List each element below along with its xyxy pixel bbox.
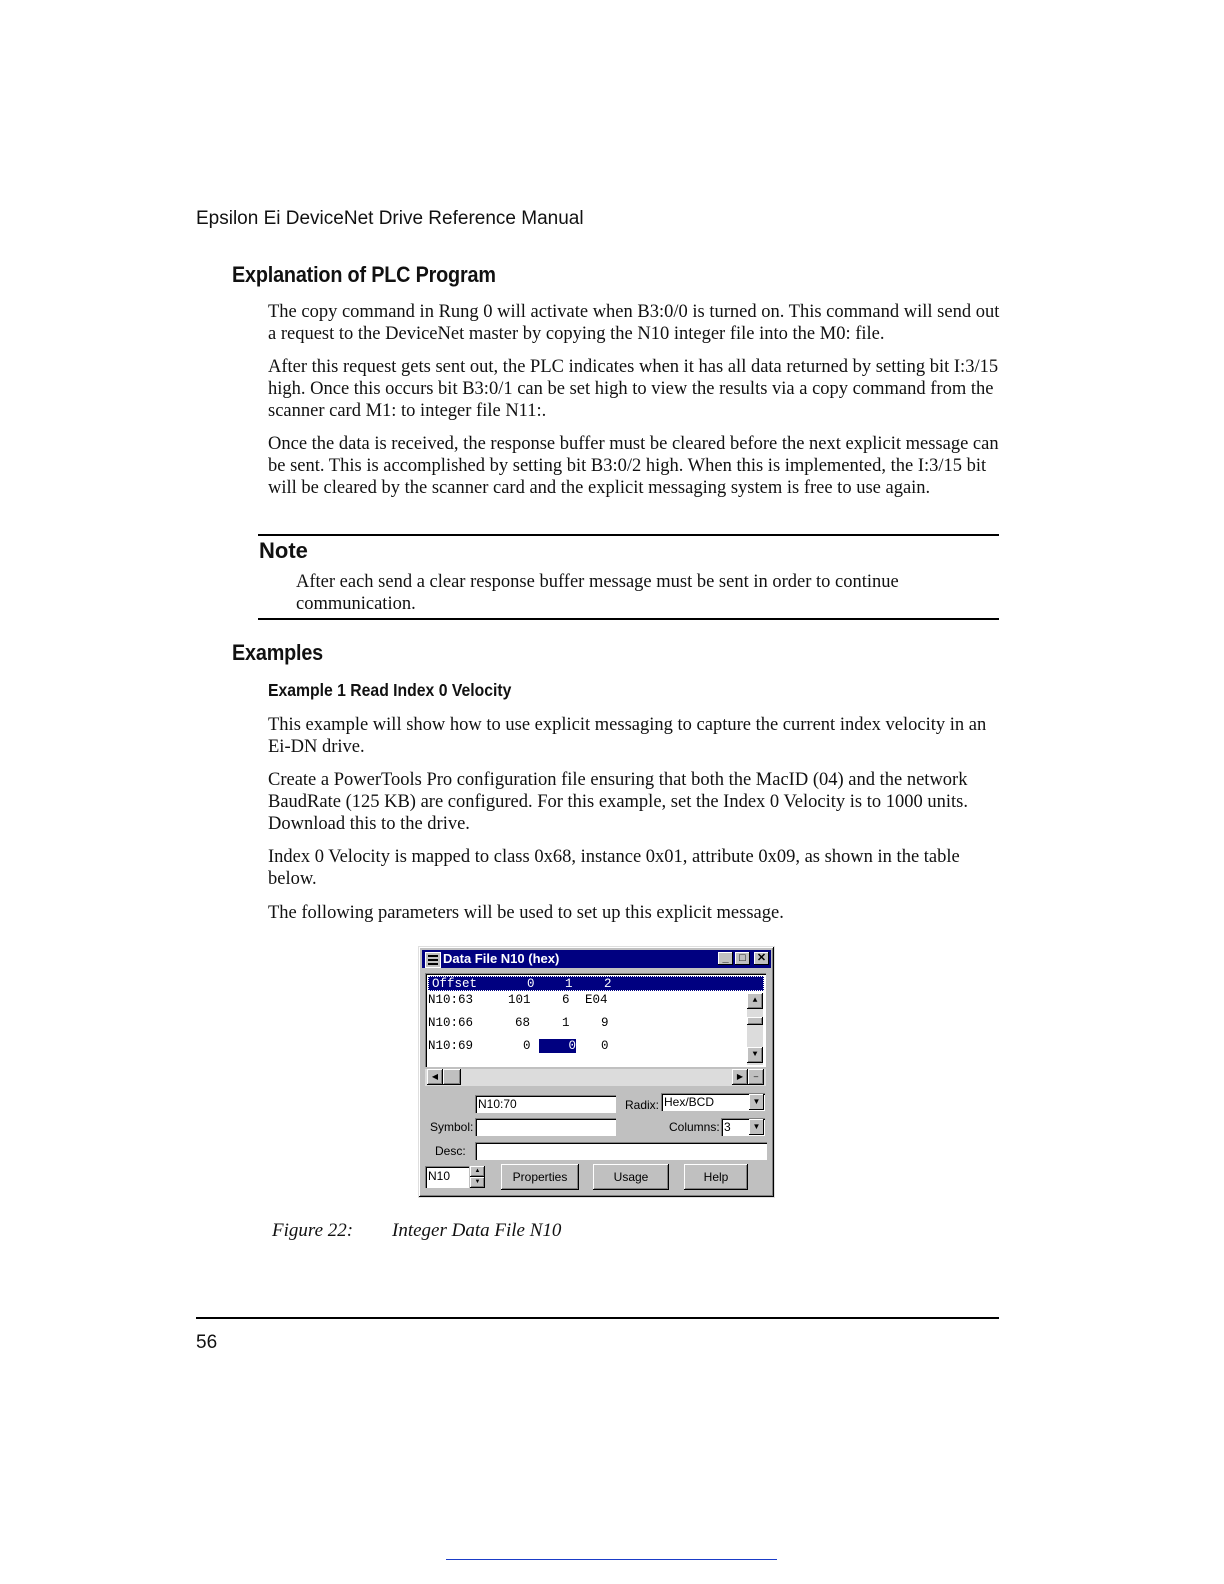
- row-offset: N10:63: [428, 993, 474, 1007]
- note-title: Note: [259, 538, 308, 563]
- usage-button[interactable]: Usage: [593, 1164, 669, 1190]
- section-heading-examples: Examples: [232, 640, 324, 665]
- desc-label: Desc:: [435, 1144, 466, 1158]
- column-header-offset: Offset: [432, 977, 478, 991]
- grid-cell[interactable]: 0: [601, 1039, 609, 1053]
- figure-caption: [272, 1220, 561, 1242]
- table-row: [428, 1016, 744, 1032]
- grid-cell[interactable]: 0: [523, 1039, 531, 1053]
- note-bottom-rule: [258, 618, 999, 620]
- spin-down-icon[interactable]: ▼: [470, 1177, 485, 1188]
- scroll-right-icon[interactable]: ▶: [732, 1069, 748, 1085]
- columns-label: Columns:: [669, 1120, 720, 1134]
- horizontal-scroll-thumb[interactable]: [443, 1069, 461, 1085]
- figure-title: Integer Data File N10: [392, 1220, 562, 1241]
- grid-cell[interactable]: 1: [562, 1016, 570, 1030]
- grid-cell[interactable]: 6: [562, 993, 570, 1007]
- paragraph: This example will show how to use explicit messaging to capture the current index velocity in an Ei-DN drive.: [268, 715, 987, 757]
- selected-grid-cell[interactable]: 0: [539, 1039, 576, 1053]
- note-top-rule: [258, 534, 999, 536]
- desc-input[interactable]: [475, 1142, 767, 1160]
- grid-header-row: [428, 976, 764, 991]
- radix-label: Radix:: [625, 1098, 660, 1112]
- column-header-2: 2: [604, 977, 612, 991]
- footer-link-underline: [446, 1559, 777, 1560]
- paragraph: The following parameters will be used to set up this explicit message.: [268, 903, 784, 923]
- window-title: Data File N10 (hex): [443, 951, 560, 966]
- table-row: [428, 993, 744, 1009]
- maximize-button[interactable]: □: [735, 952, 750, 965]
- horizontal-scrollbar[interactable]: [425, 1069, 766, 1086]
- grid-cell[interactable]: E04: [585, 993, 608, 1007]
- grid-cell[interactable]: 9: [601, 1016, 609, 1030]
- column-header-1: 1: [565, 977, 573, 991]
- symbol-label: Symbol:: [430, 1120, 474, 1134]
- row-offset: N10:66: [428, 1016, 474, 1030]
- grid-cell[interactable]: 68: [515, 1016, 531, 1030]
- scroll-down-icon[interactable]: ▼: [747, 1047, 763, 1063]
- window-titlebar[interactable]: [422, 950, 771, 968]
- chevron-down-icon[interactable]: ▼: [749, 1094, 764, 1110]
- page-number: 56: [196, 1332, 218, 1353]
- close-button[interactable]: ✕: [754, 952, 769, 965]
- minimize-button[interactable]: _: [718, 952, 733, 965]
- figure-number: Figure 22:: [272, 1220, 354, 1241]
- paragraph: Once the data is received, the response buffer must be cleared before the next explicit message can be sent. This is accomplished by setting bit B3:0/2 high. When this is implemented, the I:3/15 bit will be cleared by the scanner card and the explicit messaging system is free to use again.: [268, 434, 999, 498]
- paragraph: The copy command in Rung 0 will activate when B3:0/0 is turned on. This command will send out a request to the DeviceNet master by copying the N10 integer file into the M0: file.: [268, 302, 1000, 344]
- symbol-input[interactable]: [475, 1118, 616, 1136]
- running-header: Epsilon Ei DeviceNet Drive Reference Manual: [196, 208, 584, 229]
- scroll-left-icon[interactable]: ◀: [427, 1069, 443, 1085]
- scroll-up-icon[interactable]: ▲: [747, 993, 763, 1009]
- columns-value: 3: [724, 1120, 731, 1134]
- columns-select[interactable]: [721, 1118, 765, 1136]
- example-subheading: Example 1 Read Index 0 Velocity: [268, 680, 512, 700]
- paragraph: Create a PowerTools Pro configuration file ensuring that both the MacID (04) and the network BaudRate (125 KB) are configured. For this example, set the Index 0 Velocity is to 1000 units. Download this to the drive.: [268, 770, 968, 834]
- chevron-down-icon[interactable]: ▼: [749, 1119, 764, 1135]
- help-button[interactable]: Help: [684, 1164, 748, 1190]
- scroll-thumb[interactable]: [747, 1017, 763, 1025]
- address-input[interactable]: N10:70: [475, 1095, 616, 1113]
- spin-up-icon[interactable]: ▲: [470, 1166, 485, 1177]
- footer-rule: [196, 1317, 999, 1319]
- column-header-0: 0: [527, 977, 535, 991]
- note-text: After each send a clear response buffer message must be sent in order to continue communication.: [296, 572, 899, 614]
- file-input[interactable]: N10: [425, 1166, 469, 1188]
- grid-cell[interactable]: 101: [508, 993, 531, 1007]
- radix-value: Hex/BCD: [664, 1095, 715, 1109]
- paragraph: Index 0 Velocity is mapped to class 0x68, instance 0x01, attribute 0x09, as shown in the table below.: [268, 847, 960, 889]
- properties-button[interactable]: Properties: [501, 1164, 579, 1190]
- row-offset: N10:69: [428, 1039, 474, 1053]
- paragraph: After this request gets sent out, the PLC indicates when it has all data returned by setting bit I:3/15 high. Once this occurs bit B3:0/1 can be set high to view the results via a copy command from the scanner card M1: to integer file N11:.: [268, 357, 999, 421]
- table-row: [428, 1039, 744, 1055]
- section-heading-plc-program: Explanation of PLC Program: [232, 262, 496, 287]
- data-file-window: [418, 946, 775, 1198]
- data-grid: [425, 973, 766, 1067]
- vertical-scrollbar[interactable]: [747, 993, 763, 1065]
- split-handle[interactable]: –: [748, 1069, 764, 1085]
- app-icon[interactable]: [425, 952, 441, 968]
- radix-select[interactable]: [661, 1093, 765, 1111]
